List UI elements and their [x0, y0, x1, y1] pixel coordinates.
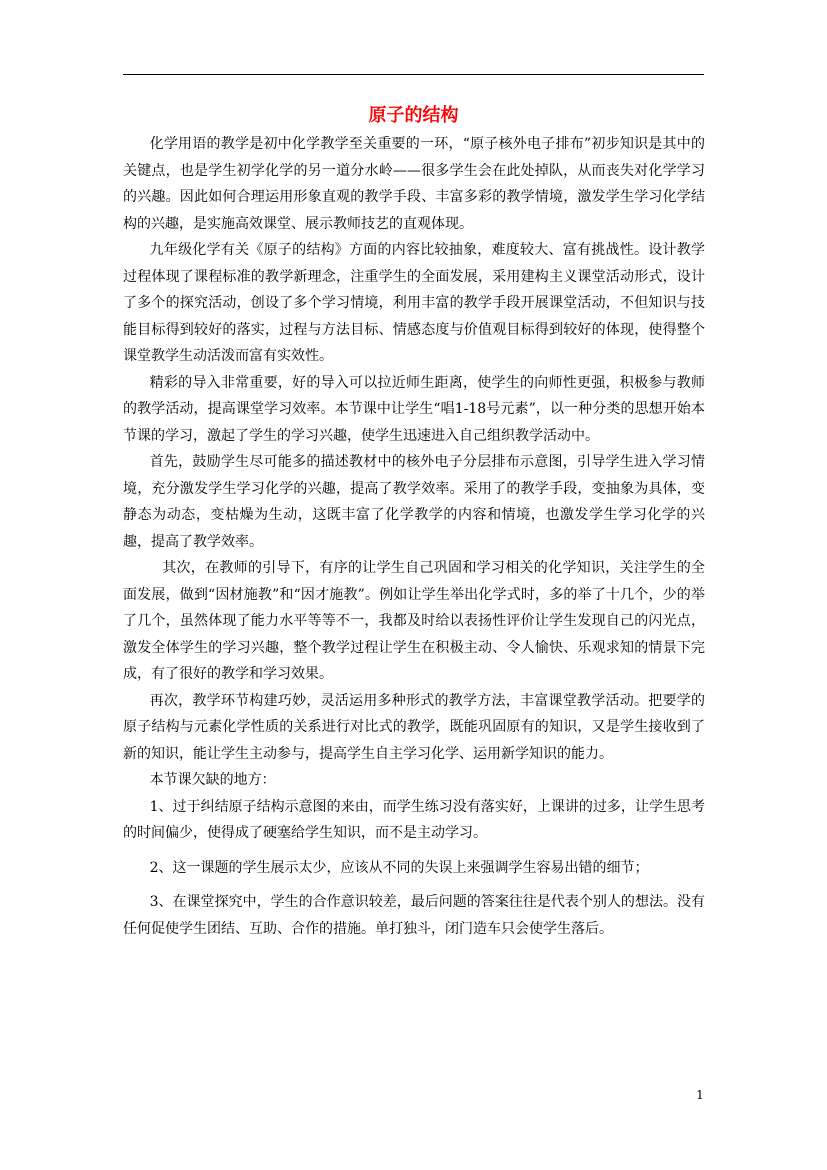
list-item-shortcoming-2: 2、这一课题的学生展示太少，应该从不同的失误上来强调学生容易出错的细节；	[149, 859, 649, 876]
paragraph-shortcomings-heading: 本节课欠缺的地方：	[149, 772, 276, 788]
document-body	[123, 131, 705, 942]
list-item-shortcoming-1: 1、过于纠结原子结构示意图的来由，而学生练习没有落实好，上课讲的过多，让学生思考的时间偏少，使得成了硬塞给学生知识，而不是主动学习。	[123, 798, 705, 841]
paragraph-first: 首先，鼓励学生尽可能多的描述教材中的核外电子分层排布示意图，引导学生进入学习情境，充分激发学生学习化学的兴趣，提高了教学效率。采用了的教学手段，变抽象为具体，变静态为动态，变枯燥为生动，这既丰富了化学教学的内容和情境，也激发学生学习化学的兴趣，提高了教学效率。	[123, 454, 705, 550]
list-item-shortcoming-3: 3、在课堂探究中，学生的合作意识较差，最后问题的答案往往是代表个别人的想法。没有任何促使学生团结、互助、合作的措施。单打独斗，闭门造车只会使学生落后。	[123, 894, 705, 937]
paragraph-intro: 化学用语的教学是初中化学教学至关重要的一环，“原子核外电子排布”初步知识是其中的关键点，也是学生初学化学的另一道分水岭——很多学生会在此处掉队，从而丧失对化学学习的兴趣。因此如何合理运用形象直观的教学手段、丰富多彩的教学情境，激发学生学习化学结构的兴趣，是实施高效课堂、展示教师技艺的直观体现。	[123, 136, 705, 232]
paragraph-second: 其次，在教师的引导下，有序的让学生自己巩固和学习相关的化学知识，关注学生的全面发展，做到“因材施教”和“因才施教”。例如让学生举出化学式时，多的举了十几个，少的举了几个，虽然体现了能力水平等等不一，我都及时给以表扬性评价让学生发现自己的闪光点，激发全体学生的学习兴趣，整个教学过程让学生在积极主动、令人愉快、乐观求知的情景下完成，有了很好的教学和学习效果。	[123, 560, 705, 682]
paragraph-introduction-activity: 精彩的导入非常重要，好的导入可以拉近师生距离，使学生的向师性更强，积极参与教师的教学活动，提高课堂学习效率。本节课中让学生“唱1-18号元素”，以一种分类的思想开始本节课的学习，激起了学生的学习兴趣，使学生迅速进入自己组织教学活动中。	[123, 374, 705, 444]
header-rule	[123, 74, 704, 75]
paragraph-design: 九年级化学有关《原子的结构》方面的内容比较抽象，难度较大、富有挑战性。设计教学过程体现了课程标准的教学新理念，注重学生的全面发展，采用建构主义课堂活动形式，设计了多个的探究活动，创设了多个学习情境，利用丰富的教学手段开展课堂活动，不但知识与技能目标得到较好的落实，过程与方法目标、情感态度与价值观目标得到较好的体现，使得整个课堂教学生动活泼而富有实效性。	[123, 242, 705, 364]
paragraph-third: 再次，教学环节构建巧妙，灵活运用多种形式的教学方法，丰富课堂教学活动。把要学的原子结构与元素化学性质的关系进行对比式的教学，既能巩固原有的知识，又是学生接收到了新的知识，能让学生主动参与，提高学生自主学习化学、运用新学知识的能力。	[123, 692, 705, 762]
document-title: 原子的结构	[368, 105, 459, 126]
page-number: 1	[696, 1088, 704, 1102]
